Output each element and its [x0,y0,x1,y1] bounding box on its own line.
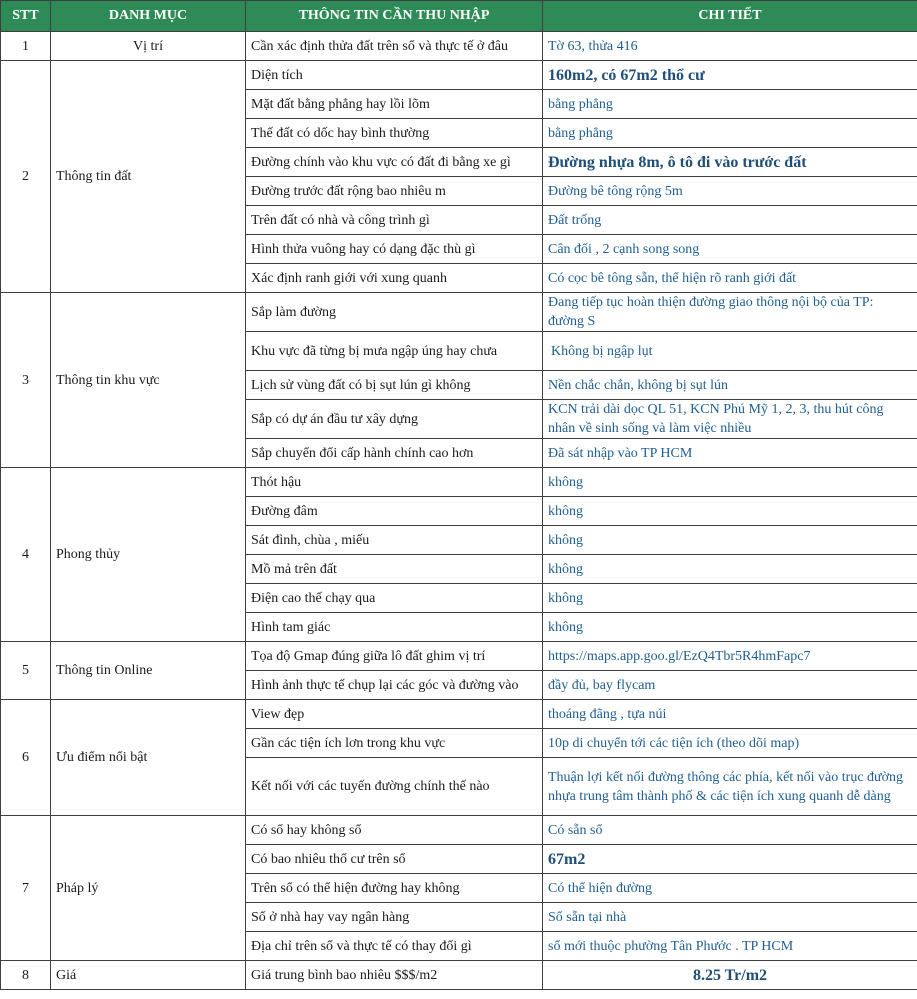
detail-cell: Thuận lợi kết nối đường thông các phía, kết nối vào trục đường nhựa trung tâm thành phố & các tiện ích xung quanh dễ dàng [543,758,917,816]
info-cell: Có sổ hay không sổ [246,816,543,845]
detail-cell: 10p di chuyển tới các tiện ích (theo dõi map) [543,729,917,758]
header-stt: STT [1,1,51,32]
group-category: Giá [51,961,246,990]
info-cell: Đường chính vào khu vực có đất đi bằng xe gì [246,148,543,177]
info-cell: Đường trước đất rộng bao nhiêu m [246,177,543,206]
group-stt: 3 [1,293,51,468]
info-cell: Hình ảnh thực tế chụp lại các góc và đường vào [246,671,543,700]
detail-cell: 160m2, có 67m2 thổ cư [543,61,917,90]
group-category: Vị trí [51,32,246,61]
info-cell: Sắp làm đường [246,293,543,332]
group-category: Thông tin đất [51,61,246,293]
group-category: Thông tin Online [51,642,246,700]
detail-cell: 67m2 [543,845,917,874]
info-cell: Lịch sử vùng đất có bị sụt lún gì không [246,371,543,400]
detail-cell: Cân đối , 2 cạnh song song [543,235,917,264]
info-cell: Sát đình, chùa , miếu [246,526,543,555]
group-stt: 2 [1,61,51,293]
table-row [1,816,917,845]
info-cell: Điện cao thế chạy qua [246,584,543,613]
group-stt: 8 [1,961,51,990]
gmap-link[interactable]: https://maps.app.goo.gl/EzQ4Tbr5R4hmFapc7 [543,642,917,671]
group-stt: 7 [1,816,51,961]
detail-cell: không [543,584,917,613]
info-cell: Có bao nhiêu thổ cư trên sổ [246,845,543,874]
group-category: Ưu điểm nổi bật [51,700,246,816]
detail-cell: không [543,526,917,555]
group-category: Thông tin khu vực [51,293,246,468]
detail-cell: Đã sát nhập vào TP HCM [543,439,917,468]
table-row [1,61,917,90]
header-row [1,1,917,32]
info-cell: Thế đất có dốc hay bình thường [246,119,543,148]
info-cell: Hình thửa vuông hay có dạng đặc thù gì [246,235,543,264]
table-row [1,32,917,61]
info-cell: Địa chỉ trên sổ và thực tế có thay đổi gì [246,932,543,961]
group-stt: 4 [1,468,51,642]
info-cell: Thót hậu [246,468,543,497]
detail-cell: bằng phẳng [543,90,917,119]
info-cell: Giá trung bình bao nhiêu $$$/m2 [246,961,543,990]
info-cell: Đường đâm [246,497,543,526]
info-cell: Xác định ranh giới với xung quanh [246,264,543,293]
detail-cell: bằng phẳng [543,119,917,148]
detail-cell: đầy đủ, bay flycam [543,671,917,700]
header-detail: CHI TIẾT [543,1,917,32]
table-row [1,293,917,332]
detail-cell: Đang tiếp tục hoàn thiện đường giao thông nội bộ của TP: đường S [543,293,917,332]
detail-cell: Đất trống [543,206,917,235]
info-cell: Gần các tiện ích lơn trong khu vực [246,729,543,758]
detail-cell: Nền chắc chắn, không bị sụt lún [543,371,917,400]
info-cell: Khu vực đã từng bị mưa ngập úng hay chưa [246,332,543,371]
group-category: Phong thủy [51,468,246,642]
table-row [1,642,917,671]
detail-cell: không [543,613,917,642]
header-category: DANH MỤC [51,1,246,32]
detail-cell: thoáng đãng , tựa núi [543,700,917,729]
detail-cell: Có cọc bê tông sẵn, thể hiện rõ ranh giới đất [543,264,917,293]
info-cell: Mồ mả trên đất [246,555,543,584]
detail-cell: Có sẵn sổ [543,816,917,845]
detail-cell: không [543,497,917,526]
info-cell: View đẹp [246,700,543,729]
info-cell: Sổ ở nhà hay vay ngân hàng [246,903,543,932]
info-cell: Tọa độ Gmap đúng giữa lô đất ghim vị trí [246,642,543,671]
detail-cell: Tờ 63, thửa 416 [543,32,917,61]
group-stt: 5 [1,642,51,700]
group-category: Pháp lý [51,816,246,961]
info-cell: Cần xác định thửa đất trên sổ và thực tế ở đâu [246,32,543,61]
info-cell: Trên đất có nhà và công trình gì [246,206,543,235]
detail-cell: Đường bê tông rộng 5m [543,177,917,206]
info-cell: Mặt đất bằng phẳng hay lồi lõm [246,90,543,119]
info-cell: Kết nối với các tuyến đường chính thế nào [246,758,543,816]
detail-cell: Đường nhựa 8m, ô tô đi vào trước đất [543,148,917,177]
price-value: 8.25 Tr/m2 [543,961,917,990]
group-stt: 1 [1,32,51,61]
detail-cell: không [543,468,917,497]
info-cell: Hình tam giác [246,613,543,642]
detail-cell: Không bị ngập lụt [543,332,917,371]
detail-cell: không [543,555,917,584]
detail-cell: Sổ sẵn tại nhà [543,903,917,932]
table-row [1,961,917,990]
table-row [1,468,917,497]
detail-cell: KCN trải dài dọc QL 51, KCN Phú Mỹ 1, 2, 3, thu hút công nhân về sinh sống và làm việc nhiều [543,400,917,439]
table-row [1,700,917,729]
detail-cell: Có thể hiện đường [543,874,917,903]
info-cell: Sắp có dự án đầu tư xây dựng [246,400,543,439]
group-stt: 6 [1,700,51,816]
info-cell: Sắp chuyển đổi cấp hành chính cao hơn [246,439,543,468]
detail-cell: sổ mới thuộc phường Tân Phước . TP HCM [543,932,917,961]
info-cell: Diện tích [246,61,543,90]
header-info: THÔNG TIN CẦN THU NHẬP [246,1,543,32]
info-cell: Trên sổ có thể hiện đường hay không [246,874,543,903]
